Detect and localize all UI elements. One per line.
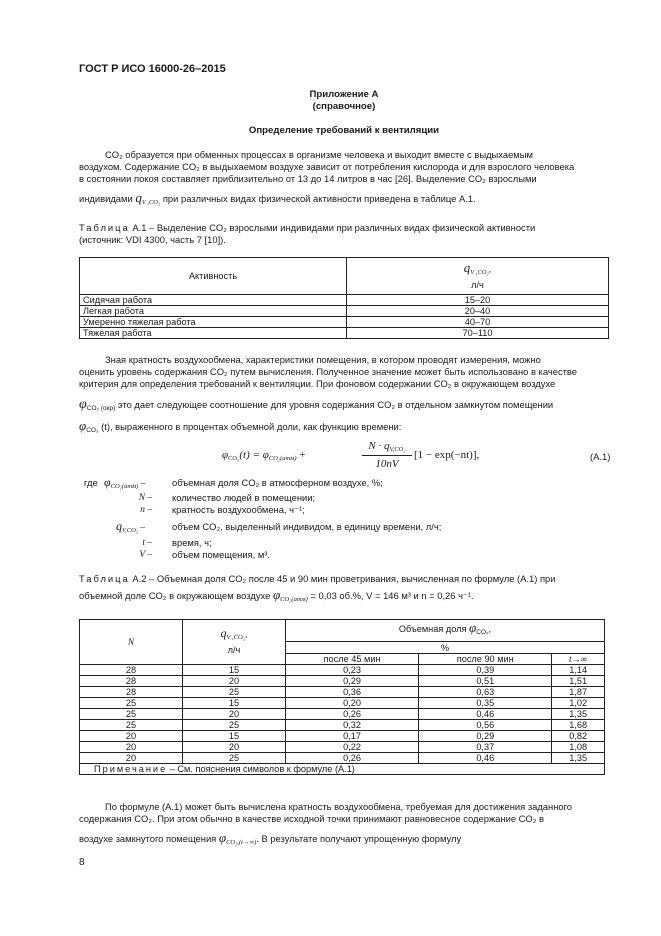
q-symbol: q xyxy=(135,190,142,205)
table-note xyxy=(80,764,605,775)
para2-line-5 xyxy=(79,420,609,437)
after-45-cell: 0,23 xyxy=(286,665,419,676)
n-cell: 20 xyxy=(80,731,183,742)
header-n: N xyxy=(80,620,183,665)
n-cell: 25 xyxy=(80,709,183,720)
phi-symbol: φ xyxy=(469,620,477,635)
table-row xyxy=(80,676,605,687)
after-45-cell: 0,26 xyxy=(286,753,419,764)
doc-header: ГОСТ Р ИСО 16000-26–2015 xyxy=(79,63,226,75)
n-cell: 28 xyxy=(80,676,183,687)
header-after-45: после 45 мин xyxy=(286,654,419,665)
intro-line-4a: индивидами xyxy=(79,193,133,204)
table-row xyxy=(80,753,605,764)
value-cell: 20–40 xyxy=(347,306,609,317)
n-cell: 28 xyxy=(80,665,183,676)
table2-caption-line-2 xyxy=(79,589,609,606)
header-after-90: после 90 мин xyxy=(419,654,552,665)
activity-cell: Умеренно тяжелая работа xyxy=(80,317,347,328)
table2-caption-label: Таблица xyxy=(79,573,130,584)
table2-caption-2b: = 0,03 об.%, V = 146 м³ и n = 0,26 ч⁻¹. xyxy=(310,590,474,601)
para3-line-2: содержания CO₂. При этом обычно в качестве исходной точки принимают равновесное содержание CO₂ в xyxy=(79,813,544,824)
table1-caption-text: А.1 – Выделение CO₂ взрослыми индивидами при различных видах физической активности xyxy=(132,222,536,233)
phi-symbol: φ xyxy=(79,397,87,412)
where-label: где xyxy=(84,477,98,488)
activity-table xyxy=(79,257,609,339)
para3-line-1: По формуле (А.1) может быть вычислена кратность воздухообмена, требуемая для достижения заданного xyxy=(105,801,573,812)
para2-line-2: оценить уровень содержания CO₂ путем вычисления. Полученное значение может быть использовано в качестве xyxy=(79,366,578,377)
activity-cell: Тяжелая работа xyxy=(80,328,347,339)
phi-subscript: CO₂(атм) xyxy=(280,596,308,603)
note-label: Примечание xyxy=(94,764,168,774)
appendix-subtitle: (справочное) xyxy=(312,101,376,112)
table-header-row xyxy=(80,258,609,295)
q-cell: 25 xyxy=(183,720,286,731)
header-percent: % xyxy=(286,642,605,654)
q-subscript: V ,CO₂ xyxy=(470,268,489,276)
appendix-title: Приложение А xyxy=(309,89,379,100)
t-infinity-cell: 1,51 xyxy=(552,676,605,687)
formula-lhs-arg: (t) = φ xyxy=(239,449,269,461)
q-symbol: q xyxy=(463,259,471,275)
table-row xyxy=(80,687,605,698)
phi-subscript: CO₂ (окр) xyxy=(86,405,116,412)
n-cell: 28 xyxy=(80,687,183,698)
para3-line-3b: . В результате получают упрощенную формулу xyxy=(256,833,462,844)
after-90-cell: 0,46 xyxy=(419,753,552,764)
intro-line-2: воздухом. Содержание CO₂ в выдыхаемом воздухе зависит от потребления кислорода и для взрослого человека xyxy=(79,161,575,172)
intro-line-3: в состоянии покоя составляет приблизительно от 13 до 14 литров в час [26]. Выделение CO₂ взрослыми xyxy=(79,173,537,184)
table1-caption-line-1 xyxy=(79,222,609,234)
intro-line-4b: при различных видах физической активности приведена в таблице А.1. xyxy=(162,193,476,204)
header-q xyxy=(183,620,286,665)
table-row xyxy=(80,328,609,339)
where-sym-2: n – xyxy=(140,505,152,515)
header-comma: , xyxy=(244,629,248,639)
where-text-1: количество людей в помещении; xyxy=(172,492,316,503)
phi-subscript: CO₂(атм) xyxy=(110,483,139,490)
n-cell: 25 xyxy=(80,698,183,709)
after-45-cell: 0,17 xyxy=(286,731,419,742)
formula-fraction-bar xyxy=(362,455,412,456)
phi-subscript: CO₂,(t→∞) xyxy=(226,839,257,846)
phi-subscript: CO₂ xyxy=(476,629,489,636)
formula-number: (А.1) xyxy=(590,451,611,462)
q-subscript: V ,CO₂ xyxy=(226,634,245,641)
after-90-cell: 0,46 xyxy=(419,709,552,720)
intro-line-1: CO₂ образуется при обменных процессах в организме человека и выходит вместе с выдыхаемым xyxy=(105,149,533,160)
value-cell: 70–110 xyxy=(347,328,609,339)
q-symbol: q xyxy=(116,519,122,533)
after-90-cell: 0,51 xyxy=(419,676,552,687)
after-45-cell: 0,36 xyxy=(286,687,419,698)
after-90-cell: 0,37 xyxy=(419,742,552,753)
n-cell: 20 xyxy=(80,753,183,764)
n-cell: 25 xyxy=(80,720,183,731)
value-cell: 15–20 xyxy=(347,295,609,306)
where-sym-1: N – xyxy=(138,493,152,503)
q-cell: 15 xyxy=(183,698,286,709)
table-row xyxy=(80,306,609,317)
q-subscript: V,CO₂ xyxy=(122,527,139,534)
para2-line-4-text: это дает следующее соотношение для уровня содержания CO₂ в отдельном замкнутом помещении xyxy=(117,399,554,410)
header-t-infinity: t→∞ xyxy=(552,654,605,665)
q-cell: 20 xyxy=(183,709,286,720)
phi-subscript: CO₂ xyxy=(86,427,99,434)
after-90-cell: 0,39 xyxy=(419,665,552,676)
q-cell: 20 xyxy=(183,676,286,687)
formula-tail: [1 − exp(−nt)], xyxy=(414,449,480,461)
after-45-cell: 0,29 xyxy=(286,676,419,687)
header-comma: , xyxy=(488,263,492,274)
header-co2-output xyxy=(347,258,609,295)
co2-fraction-table xyxy=(79,619,605,775)
table-header-row xyxy=(80,620,605,642)
t-infinity-cell: 1,08 xyxy=(552,742,605,753)
table-row xyxy=(80,709,605,720)
table1-caption-label: Таблица xyxy=(79,222,130,233)
where-sym-0 xyxy=(104,476,145,493)
after-45-cell: 0,26 xyxy=(286,709,419,720)
table-row xyxy=(80,295,609,306)
t-infinity-cell: 1,35 xyxy=(552,709,605,720)
q-cell: 25 xyxy=(183,687,286,698)
para2-line-4 xyxy=(79,399,609,415)
header-unit: л/ч xyxy=(471,279,484,290)
note-text: – См. пояснения символов к формуле (А.1) xyxy=(169,764,355,774)
page-number: 8 xyxy=(79,857,85,868)
table-note-row xyxy=(80,764,605,775)
para2-line-1: Зная кратность воздухообмена, характеристики помещения, в котором проводят измерения, можно xyxy=(105,354,541,365)
header-volume-fraction-label: Объемная доля xyxy=(398,624,467,634)
t-infinity-cell: 1,14 xyxy=(552,665,605,676)
t-infinity-cell: 1,87 xyxy=(552,687,605,698)
phi-symbol: φ xyxy=(272,587,281,602)
phi-symbol: φ xyxy=(104,475,111,489)
header-activity: Активность xyxy=(80,258,347,295)
table2-caption-line-1 xyxy=(79,573,609,585)
table-row xyxy=(80,698,605,709)
q-cell: 15 xyxy=(183,731,286,742)
formula-denominator: 10nV xyxy=(375,458,399,470)
where-sym-4: t – xyxy=(142,538,152,548)
table1-caption-line-2: (источник: VDI 4300, часть 7 [10]). xyxy=(79,234,226,245)
q-symbol: q xyxy=(220,626,227,640)
activity-cell: Легкая работа xyxy=(80,306,347,317)
after-90-cell: 0,35 xyxy=(419,698,552,709)
para2-line-3: критерия для определения требований к вентиляции. При фоновом содержании CO₂ в окружающем воздухе xyxy=(79,378,556,389)
q-cell: 20 xyxy=(183,742,286,753)
formula-num-sub: V,CO₂ xyxy=(389,446,406,453)
where-sym-5: V – xyxy=(139,550,152,560)
table-row xyxy=(80,665,605,676)
formula-rhs-sub: CO₂(атм) xyxy=(268,455,297,462)
header-volume-fraction xyxy=(286,620,605,642)
q-cell: 15 xyxy=(183,665,286,676)
n-cell: 20 xyxy=(80,742,183,753)
after-45-cell: 0,20 xyxy=(286,698,419,709)
intro-line-4 xyxy=(79,192,609,209)
where-text-4: время, ч; xyxy=(172,537,212,548)
t-infinity-cell: 1,68 xyxy=(552,720,605,731)
table2-caption-text: А.2 – Объемная доля CO₂ после 45 и 90 мин проветривания, вычисленная по формуле (А.1) при xyxy=(132,573,556,584)
formula-lhs: φ xyxy=(222,449,229,461)
formula-num: N · q xyxy=(368,440,390,452)
table-row xyxy=(80,742,605,753)
after-90-cell: 0,56 xyxy=(419,720,552,731)
activity-cell: Сидячая работа xyxy=(80,295,347,306)
where-text-5: объем помещения, м³. xyxy=(172,549,271,560)
phi-symbol: φ xyxy=(79,418,87,433)
header-comma: , xyxy=(488,624,492,634)
after-45-cell: 0,32 xyxy=(286,720,419,731)
formula-numerator xyxy=(362,440,412,453)
q-subscript: V ,CO₂ xyxy=(141,199,161,206)
t-infinity-cell: 0,82 xyxy=(552,731,605,742)
q-cell: 25 xyxy=(183,753,286,764)
para2-line-5-text: (t), выраженного в процентах объемной доли, как функцию времени: xyxy=(101,421,402,432)
where-text-3: объем CO₂, выделенный индивидом, в единицу времени, л/ч; xyxy=(172,521,442,532)
where-text-0: объемная доля CO₂ в атмосферном воздухе, %; xyxy=(172,477,383,488)
formula-plus: + xyxy=(299,449,306,461)
table-row xyxy=(80,317,609,328)
appendix-heading: Определение требований к вентиляции xyxy=(248,125,440,136)
para3-line-3a: воздухе замкнутого помещения xyxy=(79,833,217,844)
phi-symbol: φ xyxy=(218,830,227,845)
after-90-cell: 0,29 xyxy=(419,731,552,742)
para3-line-3 xyxy=(79,832,609,849)
t-infinity-cell: 1,35 xyxy=(552,753,605,764)
after-45-cell: 0,22 xyxy=(286,742,419,753)
t-infinity-cell: 1,02 xyxy=(552,698,605,709)
value-cell: 40–70 xyxy=(347,317,609,328)
where-text-2: кратность воздухообмена, ч⁻¹; xyxy=(172,504,305,515)
dash: – xyxy=(138,523,146,533)
formula-lhs-sub: CO₂ xyxy=(228,455,240,462)
after-90-cell: 0,63 xyxy=(419,687,552,698)
table-row xyxy=(80,720,605,731)
dash: – xyxy=(138,479,146,489)
table-row xyxy=(80,731,605,742)
where-sym-3 xyxy=(116,520,145,537)
formula-a1 xyxy=(222,449,305,462)
table2-caption-2a: объемной доле CO₂ в окружающем воздухе xyxy=(79,590,271,601)
header-unit: л/ч xyxy=(227,645,241,655)
